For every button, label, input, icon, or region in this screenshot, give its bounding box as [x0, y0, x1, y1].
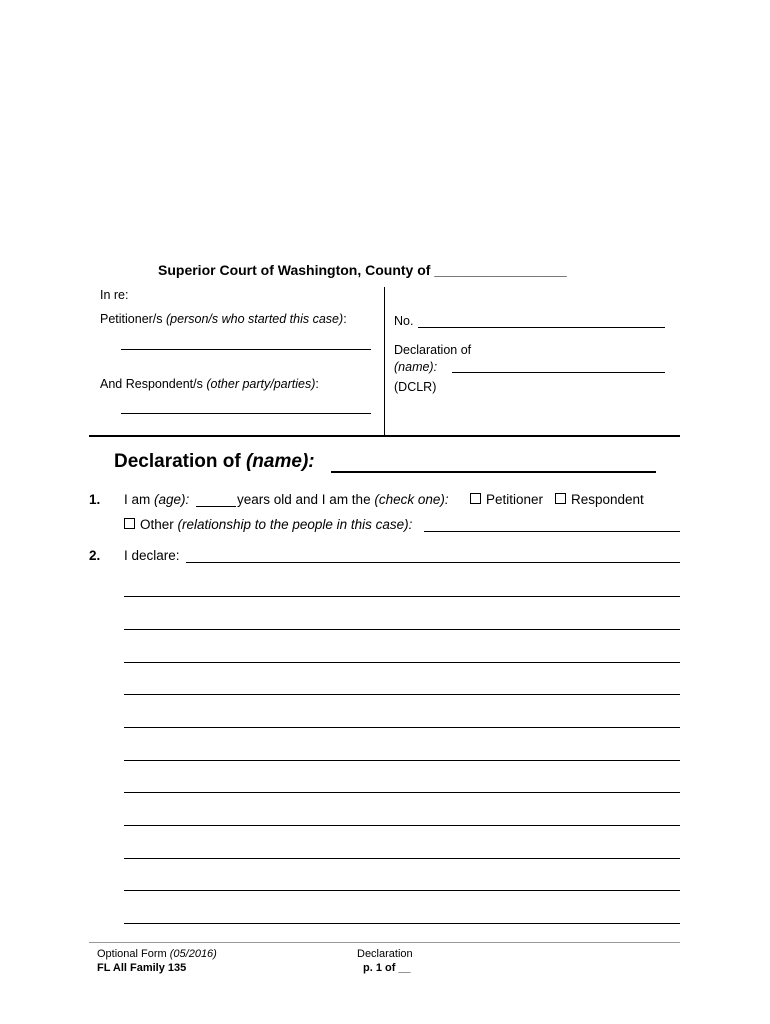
declaration-line[interactable] — [124, 858, 680, 859]
court-title: Superior Court of Washington, County of _________________ — [158, 262, 567, 278]
doc-title-line1: Declaration of — [394, 343, 472, 357]
other-checkbox[interactable] — [124, 518, 135, 529]
item1-prefix: I am — [124, 492, 155, 507]
declaration-line[interactable] — [124, 792, 680, 793]
doc-title-name-label: (name): — [394, 360, 438, 374]
in-re-label: In re: — [100, 288, 129, 302]
petitioner-checkbox[interactable] — [470, 493, 481, 504]
footer-form-type-text: Optional Form — [97, 948, 170, 960]
declaration-line[interactable] — [124, 825, 680, 826]
main-title — [114, 451, 315, 473]
doc-title-name-line[interactable] — [452, 372, 665, 373]
other-option[interactable] — [124, 517, 412, 532]
item1-number: 1. — [89, 492, 101, 507]
other-option-label: Other — [140, 517, 178, 532]
item2-number: 2. — [89, 548, 101, 563]
item1-age-label: (age): — [154, 492, 190, 507]
footer-page-label: p. 1 of __ — [363, 962, 411, 974]
item1-check-label: (check one): — [374, 492, 449, 507]
respondent-option-label: Respondent — [571, 492, 644, 507]
petitioner-note: (person/s who started this case) — [166, 312, 344, 326]
footer-form-id: FL All Family 135 — [97, 962, 187, 974]
respondent-label-text: And Respondent/s — [100, 377, 207, 391]
footer-rule — [89, 942, 680, 943]
main-title-name-line[interactable] — [331, 471, 656, 473]
footer-form-type — [97, 948, 217, 960]
item1-text-end — [237, 492, 449, 507]
petitioner-option[interactable] — [470, 492, 543, 507]
relationship-line[interactable] — [424, 531, 680, 532]
case-number-line[interactable] — [418, 327, 665, 328]
declaration-line[interactable] — [124, 923, 680, 924]
caption-divider — [384, 287, 385, 437]
main-title-name-label: (name): — [245, 451, 315, 472]
declaration-line[interactable] — [186, 562, 680, 563]
doc-code: (DCLR) — [394, 380, 437, 394]
declaration-line[interactable] — [124, 629, 680, 630]
footer-center-title: Declaration — [357, 948, 413, 960]
declaration-line[interactable] — [124, 662, 680, 663]
petitioner-label-text: Petitioner/s — [100, 312, 167, 326]
declaration-line[interactable] — [124, 727, 680, 728]
age-line[interactable] — [196, 506, 236, 507]
case-number-label: No. — [394, 314, 414, 328]
petitioner-option-label: Petitioner — [486, 492, 544, 507]
respondent-label — [100, 377, 319, 391]
respondent-option[interactable] — [555, 492, 644, 507]
respondent-name-line[interactable] — [121, 413, 371, 414]
respondent-checkbox[interactable] — [555, 493, 566, 504]
item1-text-start — [124, 492, 189, 507]
other-option-note: (relationship to the people in this case): — [177, 517, 413, 532]
caption-bottom-rule — [89, 435, 680, 437]
petitioner-label — [100, 312, 347, 326]
item1-mid: years old and I am the — [237, 492, 375, 507]
declaration-line[interactable] — [124, 760, 680, 761]
declaration-line[interactable] — [124, 890, 680, 891]
main-title-prefix: Declaration of — [114, 451, 246, 472]
petitioner-colon: : — [343, 312, 347, 326]
item2-label: I declare: — [124, 548, 180, 563]
respondent-colon: : — [315, 377, 319, 391]
declaration-line[interactable] — [124, 694, 680, 695]
declaration-line[interactable] — [124, 596, 680, 597]
footer-form-date: (05/2016) — [169, 948, 217, 960]
petitioner-name-line[interactable] — [121, 349, 371, 350]
respondent-note: (other party/parties) — [206, 377, 316, 391]
